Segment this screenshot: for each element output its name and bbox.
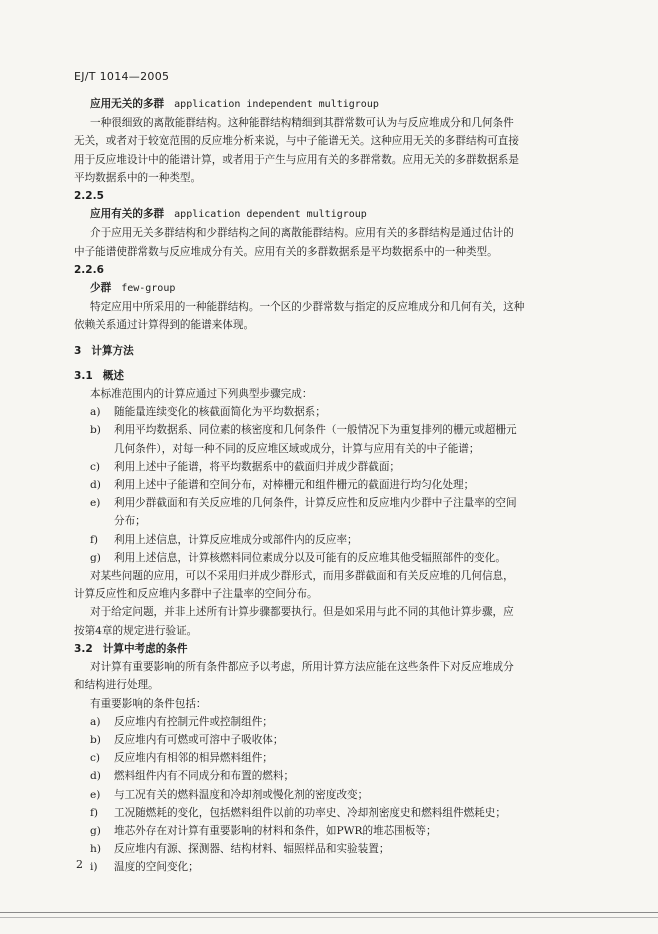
list-text: 与工况有关的燃料温度和冷却剂或慢化剂的密度改变；: [114, 788, 369, 801]
term-en: application dependent multigroup: [174, 209, 367, 221]
list-label: g): [90, 551, 101, 564]
term-heading: [74, 95, 594, 114]
list-item: [74, 531, 594, 549]
list-text: 利用上述中子能谱和空间分布，对棒栅元和组件栅元的截面进行均匀化处理；: [114, 479, 475, 492]
term-en: application independent multigroup: [174, 99, 379, 110]
paragraph-line: 对某些问题的应用，可以不采用归并成少群形式，而用多群截面和有关反应堆的几何信息，: [90, 570, 514, 583]
list-item: [74, 767, 594, 785]
list-label: c): [90, 752, 101, 765]
section-title: 概述: [102, 369, 124, 382]
list-label: f): [90, 806, 99, 819]
list-label: e): [90, 788, 101, 801]
list-text: 反应堆内有控制元件或控制组件；: [114, 715, 273, 728]
list-item: [74, 476, 594, 494]
list-continuation: 分布；: [114, 515, 146, 528]
paragraph-line: 按第4章的规定进行验证。: [74, 624, 198, 637]
list-continuation: 几何条件），对每一种不同的反应堆区域或成分，计算与应用有关的中子能谱；: [114, 442, 480, 455]
paragraph-line: 特定应用中所采用的一种能群结构。一个区的少群常数与指定的反应堆成分和几何有关，这种: [90, 301, 525, 314]
paragraph-line: 对于给定问题，并非上述所有计算步骤都要执行。但是如采用与此不同的其他计算步骤，应: [90, 606, 514, 619]
chapter-number: 3: [74, 344, 82, 357]
clause-number: 2.2.6: [74, 263, 104, 276]
list-item: [74, 458, 594, 476]
list-text: 利用少群截面和有关反应堆的几何条件，计算反应性和反应堆内少群中子注量率的空间: [114, 497, 517, 510]
list-item: [74, 731, 594, 749]
list-label: b): [90, 733, 101, 746]
list-label: h): [90, 843, 101, 856]
list-label: g): [90, 824, 101, 837]
paragraph-line: 对计算有重要影响的所有条件都应予以考虑，所用计算方法应能在这些条件下对反应堆成分: [90, 661, 514, 674]
paragraph-line: 计算反应性和反应堆内多群中子注量率的空间分布。: [74, 588, 318, 601]
paragraph-line: 依赖关系通过计算得到的能谱来体现。: [74, 319, 255, 332]
list-text: 反应堆内有可燃或可溶中子吸收体；: [114, 733, 284, 746]
page-number: 2: [76, 858, 83, 871]
bottom-rule-secondary: [0, 917, 658, 918]
list-text: 燃料组件内有不同成分和布置的燃料；: [114, 770, 295, 783]
list-item: [74, 822, 594, 840]
list-label: e): [90, 497, 101, 510]
term-heading: [74, 279, 594, 298]
section-number: 3.1: [74, 369, 93, 382]
section-heading: [74, 367, 594, 385]
list-text: 利用上述中子能谱，将平均数据系中的截面归并成少群截面；: [114, 460, 401, 473]
paragraph-line: 无关，或者对于较宽范围的反应堆分析来说，与中子能谱无关。这种应用无关的多群结构可直接: [74, 135, 519, 148]
list-text: 反应堆内有相邻的相异燃料组件；: [114, 752, 273, 765]
list-item: [74, 713, 594, 731]
term-en: few-group: [121, 283, 176, 295]
list-text: 温度的空间变化；: [114, 861, 199, 874]
list-text: 利用平均数据系、同位素的核密度和几何条件（一般情况下为重复排列的栅元或超栅元: [114, 424, 517, 437]
paragraph-line: 和结构进行处理。: [74, 679, 159, 692]
list-item: [74, 786, 594, 804]
paragraph-line: 介于应用无关多群结构和少群结构之间的离散能群结构。应用有关的多群结构是通过估计的: [90, 227, 514, 240]
paragraph-line: 本标准范围内的计算应通过下列典型步骤完成：: [90, 388, 313, 401]
list-item: [74, 840, 594, 858]
list-text: 随能量连续变化的核截面简化为平均数据系；: [114, 406, 326, 419]
section-title: 计算中考虑的条件: [102, 642, 188, 655]
section-number: 3.2: [74, 642, 93, 655]
list-label: a): [90, 715, 101, 728]
list-text: 堆芯外存在对计算有重要影响的材料和条件，如PWR的堆芯围板等；: [114, 824, 437, 837]
term-heading: [74, 205, 594, 224]
list-label: f): [90, 533, 99, 546]
paragraph-line: 平均数据系中的一种类型。: [74, 171, 202, 184]
list-label: b): [90, 424, 101, 437]
list-label: a): [90, 406, 101, 419]
chapter-heading: [74, 342, 594, 360]
list-item: [74, 421, 594, 439]
list-item: [74, 804, 594, 822]
list-item: [74, 494, 594, 512]
list-item: [74, 858, 594, 876]
paragraph-line: 中子能谱使群常数与反应堆成分有关。应用有关的多群数据系是平均数据系中的一种类型。: [74, 245, 498, 258]
page-body: [74, 95, 594, 877]
list-label: i): [90, 861, 98, 874]
list-text: 工况随燃耗的变化，包括燃料组件以前的功率史、冷却剂密度史和燃料组件燃耗史；: [114, 806, 506, 819]
paragraph-line: 有重要影响的条件包括：: [90, 697, 207, 710]
list-label: d): [90, 770, 101, 783]
term-cn: 应用无关的多群: [90, 98, 165, 110]
list-item: [74, 749, 594, 767]
list-text: 反应堆内有源、探测器、结构材料、辐照样品和实验装置；: [114, 843, 390, 856]
section-heading: [74, 640, 594, 658]
list-item: [74, 549, 594, 567]
list-label: c): [90, 460, 101, 473]
list-text: 利用上述信息，计算反应堆成分或部件内的反应率；: [114, 533, 358, 546]
chapter-title: 计算方法: [91, 344, 134, 357]
paragraph-line: 用于反应堆设计中的能谱计算，或者用于产生与应用有关的多群常数。应用无关的多群数据系是: [74, 153, 519, 166]
term-cn: 少群: [90, 282, 112, 295]
term-cn: 应用有关的多群: [90, 208, 165, 221]
standard-code-header: EJ/T 1014—2005: [74, 70, 170, 83]
paragraph-line: 一种很细致的离散能群结构。这种能群结构精细到其群常数可认为与反应堆成分和几何条件: [90, 117, 514, 130]
list-item: [74, 403, 594, 421]
bottom-rule: [0, 912, 658, 913]
list-label: d): [90, 479, 101, 492]
clause-number: 2.2.5: [74, 190, 104, 203]
list-text: 利用上述信息，计算核燃料同位素成分以及可能有的反应堆其他受辐照部件的变化。: [114, 551, 506, 564]
